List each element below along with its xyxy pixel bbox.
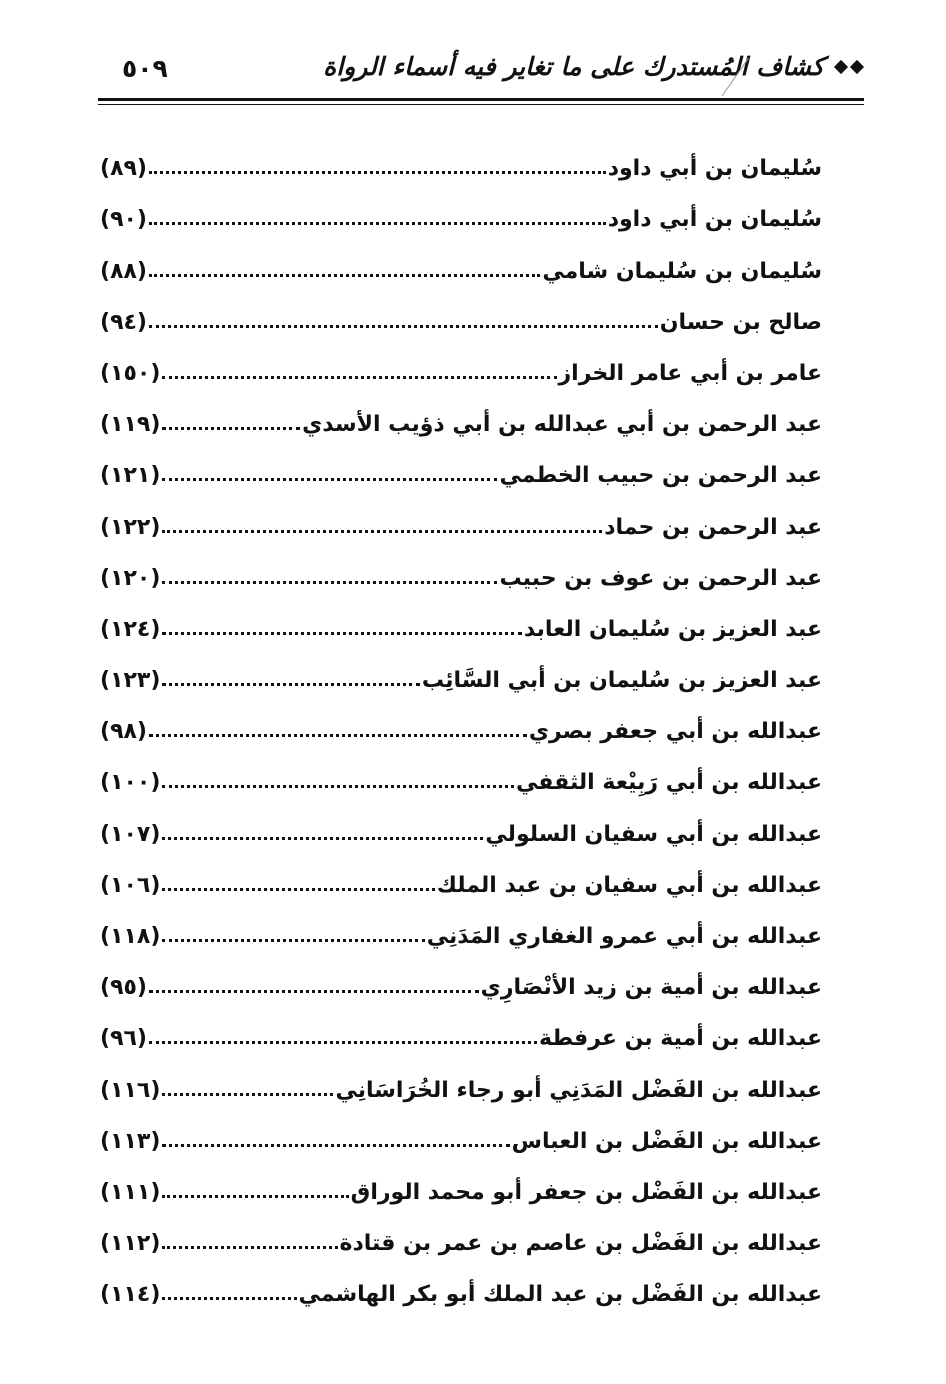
entry-name: عبدالله بن الفَضْل بن جعفر أبو محمد الوراق (350, 1179, 822, 1205)
entry-number: (١٥٠) (100, 360, 161, 386)
header-rule-thick (98, 98, 864, 101)
entry-name: عبد العزيز بن سُليمان بن أبي السَّائِب (421, 668, 822, 694)
entry-number: (١٢١) (100, 463, 161, 489)
dot-leader (162, 683, 419, 686)
entry-number: (١١١) (100, 1179, 161, 1205)
index-entry (100, 693, 822, 744)
entry-number: (٩٤) (100, 309, 147, 335)
dot-leader (162, 1246, 337, 1249)
index-entry (100, 284, 822, 335)
header-rule-thin (98, 104, 864, 105)
entry-number: (٩٦) (100, 1026, 147, 1052)
index-entry (100, 1256, 822, 1307)
entry-number: (١١٩) (100, 412, 161, 438)
dot-leader (149, 1041, 537, 1044)
dot-leader (149, 734, 527, 737)
entry-name: عبدالله بن أبي سفيان بن عبد الملك (436, 872, 822, 898)
index-entry (100, 232, 822, 283)
entry-name: صالح بن حسان (659, 309, 822, 335)
entry-number: (١٢٠) (100, 565, 161, 591)
index-entry (100, 949, 822, 1000)
entry-number: (١٢٤) (100, 616, 161, 642)
entry-name: عبدالله بن الفَضْل بن عاصم بن عمر بن قتادة (339, 1231, 822, 1257)
entry-number: (١٢٢) (100, 514, 161, 540)
running-title-text: كشاف المُستدرك على ما تغاير فيه أسماء الرواة (323, 52, 824, 81)
entry-number: (١١٦) (100, 1077, 161, 1103)
index-entry (100, 1000, 822, 1051)
entry-name: عبد العزيز بن سُليمان العابد (523, 616, 822, 642)
index-entry (100, 642, 822, 693)
dot-leader (162, 632, 521, 635)
dot-leader (162, 581, 497, 584)
entry-number: (١١٨) (100, 924, 161, 949)
entry-number: (١٢٣) (100, 668, 161, 694)
entry-number: (١١٣) (100, 1128, 161, 1154)
index-entry (100, 130, 822, 181)
entry-number: (٩٨) (100, 719, 147, 745)
dot-leader (162, 376, 556, 379)
entry-name: عبدالله بن أبي جعفر بصري (528, 719, 822, 745)
index-entry (100, 744, 822, 795)
dot-leader (162, 530, 602, 533)
entry-number: (٩٠) (100, 207, 147, 233)
entry-name: عبد الرحمن بن حبيب الخطمي (499, 463, 822, 489)
index-entry (100, 795, 822, 846)
entry-name: عبدالله بن أمية بن عرفطة (539, 1026, 822, 1052)
dot-leader (162, 837, 483, 840)
entry-number: (٩٥) (100, 975, 147, 1001)
entry-name: عبدالله بن أمية بن زيد الأنْصَارِي (480, 975, 822, 1001)
index-entry (100, 591, 822, 642)
dot-leader (162, 939, 424, 942)
entry-name: عبد الرحمن بن عوف بن حبيب (499, 565, 822, 591)
entry-number: (١١٢) (100, 1231, 161, 1257)
page-number: ٥٠٩ (122, 54, 168, 83)
dot-leader (162, 1093, 333, 1096)
diamond-ornament-icon (836, 62, 862, 72)
entry-name: سُليمان بن أبي داود (607, 156, 822, 182)
entry-number: (١١٤) (100, 1282, 161, 1308)
index-entry (100, 335, 822, 386)
entry-name: عامر بن أبي عامر الخراز (558, 360, 822, 386)
dot-leader (162, 478, 497, 481)
entry-name: عبد الرحمن بن حماد (604, 514, 822, 540)
entry-name: سُليمان بن أبي داود (607, 207, 822, 233)
entry-number: (١٠٦) (100, 872, 161, 898)
dot-leader (162, 1144, 509, 1147)
dot-leader (162, 888, 434, 891)
index-entry (100, 437, 822, 488)
dot-leader (149, 222, 606, 225)
entry-name: عبدالله بن أبي رَبِيْعة الثقفي (516, 770, 822, 796)
entry-number: (٨٩) (100, 156, 147, 182)
dot-leader (149, 325, 658, 328)
index-entry (100, 386, 822, 437)
dot-leader (149, 171, 606, 174)
index-entry (100, 1205, 822, 1256)
dot-leader (149, 274, 540, 277)
dot-leader (162, 785, 514, 788)
entry-name: عبدالله بن الفَضْل بن عبد الملك أبو بكر الهاشمي (298, 1282, 822, 1308)
entry-name: عبدالله بن أبي عمرو الغفاري المَدَنِي (426, 924, 822, 949)
index-entry (100, 540, 822, 591)
index-entry (100, 1103, 822, 1154)
entry-name: عبدالله بن الفَضْل المَدَنِي أبو رجاء الخُرَاسَانِي (335, 1077, 822, 1103)
dot-leader (149, 990, 479, 993)
entry-number: (١٠٠) (100, 770, 161, 796)
running-title (323, 52, 862, 81)
entry-number: (٨٨) (100, 258, 147, 284)
index-entry (100, 1154, 822, 1205)
index-entry (100, 181, 822, 232)
index-entries (100, 130, 822, 1307)
entry-name: عبدالله بن الفَضْل بن العباس (511, 1128, 822, 1154)
entry-name: سُليمان بن سُليمان شامي (542, 258, 822, 284)
entry-number: (١٠٧) (100, 821, 161, 847)
index-entry (100, 898, 822, 949)
dot-leader (162, 427, 300, 430)
index-entry (100, 488, 822, 539)
entry-name: عبدالله بن أبي سفيان السلولي (485, 821, 822, 847)
dot-leader (162, 1195, 348, 1198)
index-entry (100, 1051, 822, 1102)
dot-leader (162, 1297, 296, 1300)
index-entry (100, 847, 822, 898)
entry-name: عبد الرحمن بن أبي عبدالله بن أبي ذؤيب الأسدي (302, 412, 822, 438)
